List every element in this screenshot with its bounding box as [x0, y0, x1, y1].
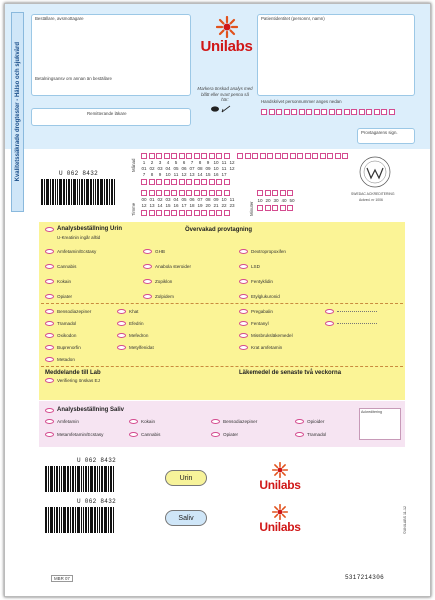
minute-boxes[interactable] [257, 190, 293, 196]
sun-logo-icon [216, 16, 238, 38]
checkbox-oval[interactable] [45, 227, 54, 232]
minute-boxes-2[interactable] [257, 205, 293, 211]
urin-item[interactable]: Efedrin [117, 321, 144, 326]
urin-item[interactable]: Etylglukuronid [239, 294, 280, 299]
meds-title: Läkemedel de senaste två veckorna [239, 370, 342, 376]
time-label: Timme [131, 202, 136, 216]
urin-item[interactable]: Bensodiazepiner [45, 309, 91, 314]
mark-note: Markera önskad analys med blått eller svart penna så här: [197, 86, 253, 102]
patient-id-box[interactable] [257, 14, 415, 96]
unilabs-logo-urin [255, 462, 305, 492]
referring-label: Remitterande läkare [87, 111, 127, 116]
logo-text: Unilabs [259, 520, 301, 534]
side-title: Kvalitetssäkrade drogtester - Hälso och sjukvård [14, 42, 21, 182]
saliv-item[interactable]: Amfetamin [45, 419, 79, 424]
urin-item[interactable]: Kokain [45, 279, 71, 284]
hour-boxes[interactable] [141, 190, 230, 196]
days-row-1: 01 02 03 04 05 06 07 08 09 10 11 12 [141, 166, 235, 171]
logo-text: Unilabs [200, 38, 253, 55]
date-label: Månad [131, 158, 136, 172]
urin-item[interactable]: Oxikodon [45, 333, 76, 338]
copy-label: Betalningsansv om annan än beställare [35, 76, 112, 81]
signature-label: Handskrivet personnummer anges nedan [261, 99, 342, 104]
urin-item[interactable]: LSD [239, 264, 260, 269]
side-note: ©UNILABS 11-12 [403, 506, 407, 534]
urin-item[interactable]: GHB [143, 249, 165, 254]
saliv-item[interactable]: Bensodiazepiner [211, 419, 257, 424]
urin-pill: Urin [165, 470, 207, 486]
saliv-box-label: Ackreditering [361, 410, 382, 414]
urin-item[interactable]: Fentanyl [239, 321, 269, 326]
urin-title-row[interactable] [45, 226, 122, 232]
accreditation-name: SWEDAC ACKREDITERING [351, 192, 395, 196]
barcode-number-label-1: U 062 8432 [77, 457, 117, 464]
saliv-title: Analysbeställning Saliv [57, 407, 125, 413]
form-code: MBR 07 [51, 575, 73, 582]
urin-item[interactable]: Buprenorfin [45, 345, 81, 350]
logo-text: Unilabs [259, 478, 301, 492]
urin-item[interactable]: Dextropropoxifen [239, 249, 286, 254]
orderer-label: Beställare, avsmottagare [35, 16, 84, 21]
month-boxes[interactable] [141, 153, 230, 159]
urin-divider-2 [41, 366, 403, 367]
urin-item[interactable]: Fentyklidin [239, 279, 273, 284]
sun-logo-icon [272, 504, 288, 520]
mark-example-icon [210, 104, 232, 114]
saliv-item[interactable]: Opioider [295, 419, 324, 424]
personnr-boxes[interactable] [261, 109, 395, 115]
urin-item[interactable]: Zolpidem [143, 294, 174, 299]
urin-divider [41, 303, 403, 304]
hours-row-1: 00 01 02 03 04 05 06 07 08 09 10 11 [141, 197, 235, 202]
urin-item[interactable]: Anabola steroider [143, 264, 191, 269]
verification-row[interactable]: Verifiering önskas EJ [45, 378, 100, 383]
unilabs-logo-saliv [255, 504, 305, 534]
sun-logo-icon [272, 462, 288, 478]
urin-item[interactable]: Opiater [45, 294, 72, 299]
months-row: 1 2 3 4 5 6 7 8 9 10 11 12 [142, 160, 235, 165]
urin-item[interactable]: Pregabalin [239, 309, 273, 314]
saliv-title-row[interactable] [45, 407, 124, 413]
message-title: Meddelande till Lab [45, 370, 101, 376]
urin-subtitle: U-Kreatinin ingår alltid [57, 235, 101, 240]
barcode-number-top: U 062 8432 [59, 170, 99, 177]
unilabs-logo [199, 16, 254, 55]
hours-row-2: 12 13 14 15 16 17 18 19 20 21 22 23 [141, 203, 235, 208]
saliv-item[interactable]: Cannabis [129, 432, 160, 437]
orderer-box[interactable] [31, 14, 191, 96]
urin-item[interactable]: Tramadol [45, 321, 76, 326]
sample-sign-label: Provtagarens sign. [361, 130, 398, 135]
saliv-item[interactable]: Tramadol [295, 432, 326, 437]
other-item[interactable] [325, 309, 377, 314]
days-row-2: 7 8 9 10 11 12 13 14 15 16 17 [142, 172, 227, 177]
barcode-number-label-2: U 062 8432 [77, 498, 117, 505]
hour-boxes-2[interactable] [141, 210, 230, 216]
saliv-item[interactable]: Kokain [129, 419, 155, 424]
barcode-label-2 [45, 507, 115, 533]
urin-item[interactable]: Missbruksläkemedel [239, 333, 293, 338]
urin-item[interactable]: Metylfenidat [117, 345, 154, 350]
form-page [4, 3, 431, 597]
side-title-bar [11, 12, 24, 212]
saliv-item[interactable]: Opiater [211, 432, 238, 437]
patient-id-label: Patientidentitet (personnr, namn) [261, 16, 325, 21]
supervised-title: Övervakad provtagning [185, 227, 253, 233]
urin-item[interactable]: Krat amfetamin [239, 345, 282, 350]
urin-item[interactable]: Zopiklon [143, 279, 172, 284]
accreditation-number: Ackred. nr 1006 [359, 198, 383, 202]
barcode-top [41, 179, 116, 205]
minute-label: Minuter [249, 201, 254, 216]
urin-item[interactable]: Amfetamin/Ecstasy [45, 249, 96, 254]
urin-item[interactable]: Cannabis [45, 264, 76, 269]
urin-item[interactable]: Khat [117, 309, 138, 314]
serial-number: 5317214306 [345, 574, 385, 581]
day-boxes-2[interactable] [237, 153, 348, 159]
minutes-row: 10 20 30 40 50 [257, 198, 295, 203]
saliv-item[interactable]: Metamfetamin/Ecstasy [45, 432, 103, 437]
urin-item[interactable]: Mefedron [117, 333, 148, 338]
saliv-pill: Saliv [165, 510, 207, 526]
other-item[interactable] [325, 321, 377, 326]
urin-item[interactable]: Metadon [45, 357, 75, 362]
urin-title: Analysbeställning Urin [57, 226, 123, 232]
day-boxes[interactable] [141, 179, 230, 185]
barcode-label-1 [45, 466, 115, 492]
